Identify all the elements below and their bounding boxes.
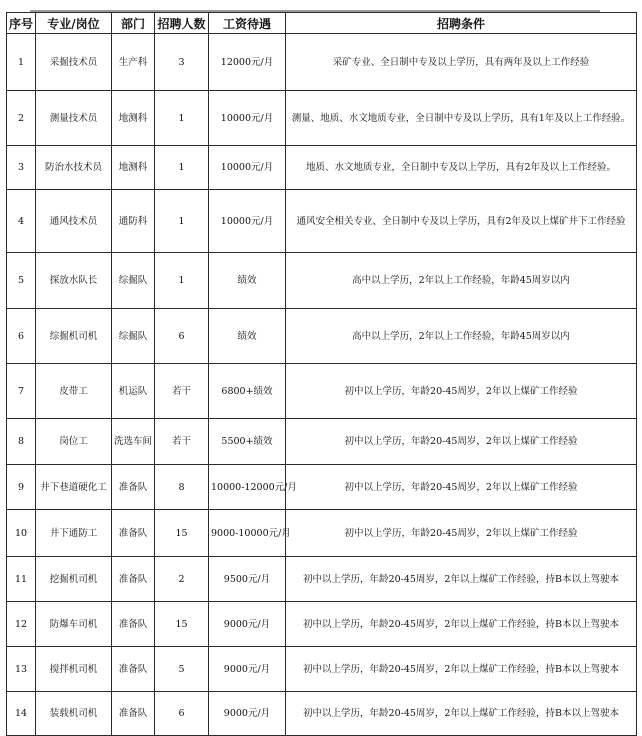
table-row — [7, 309, 637, 364]
cell-count: 1 — [155, 146, 209, 190]
cell-dept: 地测科 — [112, 146, 155, 190]
cell-count: 1 — [155, 253, 209, 309]
table-header-row — [7, 13, 637, 34]
cell-salary: 9500元/月 — [209, 557, 286, 602]
cell-requirements: 初中以上学历，年龄20-45周岁，2年以上煤矿工作经验，持B本以上驾驶本 — [286, 557, 637, 602]
cell-position: 搅拌机司机 — [36, 647, 112, 692]
cell-salary: 10000-12000元/月 — [209, 465, 286, 510]
cell-position: 井下通防工 — [36, 510, 112, 557]
header-no: 序号 — [7, 13, 36, 34]
cell-no: 8 — [7, 419, 36, 465]
cell-position: 挖掘机司机 — [36, 557, 112, 602]
table-row — [7, 557, 637, 602]
cell-dept: 准备队 — [112, 465, 155, 510]
cell-count: 若干 — [155, 364, 209, 419]
cell-count: 3 — [155, 34, 209, 91]
cell-no: 1 — [7, 34, 36, 91]
header-position: 专业/岗位 — [36, 13, 112, 34]
cell-position: 采掘技术员 — [36, 34, 112, 91]
cell-no: 2 — [7, 91, 36, 146]
cell-no: 13 — [7, 647, 36, 692]
table-row — [7, 510, 637, 557]
cell-count: 6 — [155, 692, 209, 736]
cell-position: 井下巷道硬化工 — [36, 465, 112, 510]
cell-position: 防治水技术员 — [36, 146, 112, 190]
table-row — [7, 190, 637, 253]
cell-position: 岗位工 — [36, 419, 112, 465]
cell-no: 11 — [7, 557, 36, 602]
cell-position: 测量技术员 — [36, 91, 112, 146]
cell-count: 15 — [155, 510, 209, 557]
cell-requirements: 通风安全相关专业、全日制中专及以上学历，具有2年及以上煤矿井下工作经验 — [286, 190, 637, 253]
cell-salary: 9000元/月 — [209, 692, 286, 736]
cell-requirements: 测量、地质、水文地质专业，全日制中专及以上学历，具有1年及以上工作经验。 — [286, 91, 637, 146]
cell-salary: 12000元/月 — [209, 34, 286, 91]
table-row — [7, 91, 637, 146]
cell-salary: 9000元/月 — [209, 647, 286, 692]
cell-dept: 综掘队 — [112, 309, 155, 364]
table-row — [7, 647, 637, 692]
cell-salary: 绩效 — [209, 253, 286, 309]
cell-no: 10 — [7, 510, 36, 557]
header-salary: 工资待遇 — [209, 13, 286, 34]
cell-salary: 5500+绩效 — [209, 419, 286, 465]
cell-count: 1 — [155, 190, 209, 253]
cell-dept: 洗选车间 — [112, 419, 155, 465]
cell-dept: 综掘队 — [112, 253, 155, 309]
table-row — [7, 146, 637, 190]
cell-position: 防爆车司机 — [36, 602, 112, 647]
cell-dept: 准备队 — [112, 557, 155, 602]
cell-count: 2 — [155, 557, 209, 602]
cell-requirements: 地质、水文地质专业，全日制中专及以上学历，具有2年及以上工作经验。 — [286, 146, 637, 190]
cell-requirements: 初中以上学历，年龄20-45周岁，2年以上煤矿工作经验 — [286, 465, 637, 510]
cell-no: 14 — [7, 692, 36, 736]
cell-position: 装载机司机 — [36, 692, 112, 736]
cell-requirements: 初中以上学历，年龄20-45周岁，2年以上煤矿工作经验，持B本以上驾驶本 — [286, 602, 637, 647]
cell-salary: 6800+绩效 — [209, 364, 286, 419]
cell-salary: 10000元/月 — [209, 146, 286, 190]
cell-count: 15 — [155, 602, 209, 647]
cell-no: 9 — [7, 465, 36, 510]
cell-position: 综掘机司机 — [36, 309, 112, 364]
cell-dept: 通防科 — [112, 190, 155, 253]
cell-dept: 准备队 — [112, 692, 155, 736]
table-row — [7, 34, 637, 91]
cell-dept: 准备队 — [112, 602, 155, 647]
cell-position: 皮带工 — [36, 364, 112, 419]
cell-requirements: 初中以上学历，年龄20-45周岁，2年以上煤矿工作经验 — [286, 364, 637, 419]
cell-count: 5 — [155, 647, 209, 692]
cell-requirements: 初中以上学历，年龄20-45周岁，2年以上煤矿工作经验，持B本以上驾驶本 — [286, 647, 637, 692]
table-body — [7, 34, 637, 736]
cell-no: 12 — [7, 602, 36, 647]
cell-no: 4 — [7, 190, 36, 253]
cell-position: 探放水队长 — [36, 253, 112, 309]
table-row — [7, 364, 637, 419]
cell-dept: 地测科 — [112, 91, 155, 146]
cell-salary: 10000元/月 — [209, 91, 286, 146]
cell-dept: 机运队 — [112, 364, 155, 419]
cell-count: 1 — [155, 91, 209, 146]
cell-requirements: 采矿专业、全日制中专及以上学历，具有两年及以上工作经验 — [286, 34, 637, 91]
cell-dept: 生产科 — [112, 34, 155, 91]
header-dept: 部门 — [112, 13, 155, 34]
cell-dept: 准备队 — [112, 510, 155, 557]
table-row — [7, 692, 637, 736]
cell-count: 若干 — [155, 419, 209, 465]
cell-count: 6 — [155, 309, 209, 364]
cell-salary: 10000元/月 — [209, 190, 286, 253]
cell-no: 6 — [7, 309, 36, 364]
header-count: 招聘人数 — [155, 13, 209, 34]
cell-requirements: 初中以上学历，年龄20-45周岁，2年以上煤矿工作经验，持B本以上驾驶本 — [286, 692, 637, 736]
recruitment-table — [6, 12, 637, 736]
table-row — [7, 465, 637, 510]
cell-no: 7 — [7, 364, 36, 419]
cell-requirements: 初中以上学历，年龄20-45周岁，2年以上煤矿工作经验 — [286, 419, 637, 465]
cell-count: 8 — [155, 465, 209, 510]
cell-salary: 9000-10000元/月 — [209, 510, 286, 557]
cell-requirements: 高中以上学历，2年以上工作经验，年龄45周岁以内 — [286, 309, 637, 364]
cell-salary: 绩效 — [209, 309, 286, 364]
cell-no: 5 — [7, 253, 36, 309]
cell-salary: 9000元/月 — [209, 602, 286, 647]
table-row — [7, 419, 637, 465]
cell-no: 3 — [7, 146, 36, 190]
cell-requirements: 高中以上学历，2年以上工作经验，年龄45周岁以内 — [286, 253, 637, 309]
cell-dept: 准备队 — [112, 647, 155, 692]
cell-position: 通风技术员 — [36, 190, 112, 253]
table-row — [7, 602, 637, 647]
cell-requirements: 初中以上学历，年龄20-45周岁，2年以上煤矿工作经验 — [286, 510, 637, 557]
table-row — [7, 253, 637, 309]
header-requirements: 招聘条件 — [286, 13, 637, 34]
